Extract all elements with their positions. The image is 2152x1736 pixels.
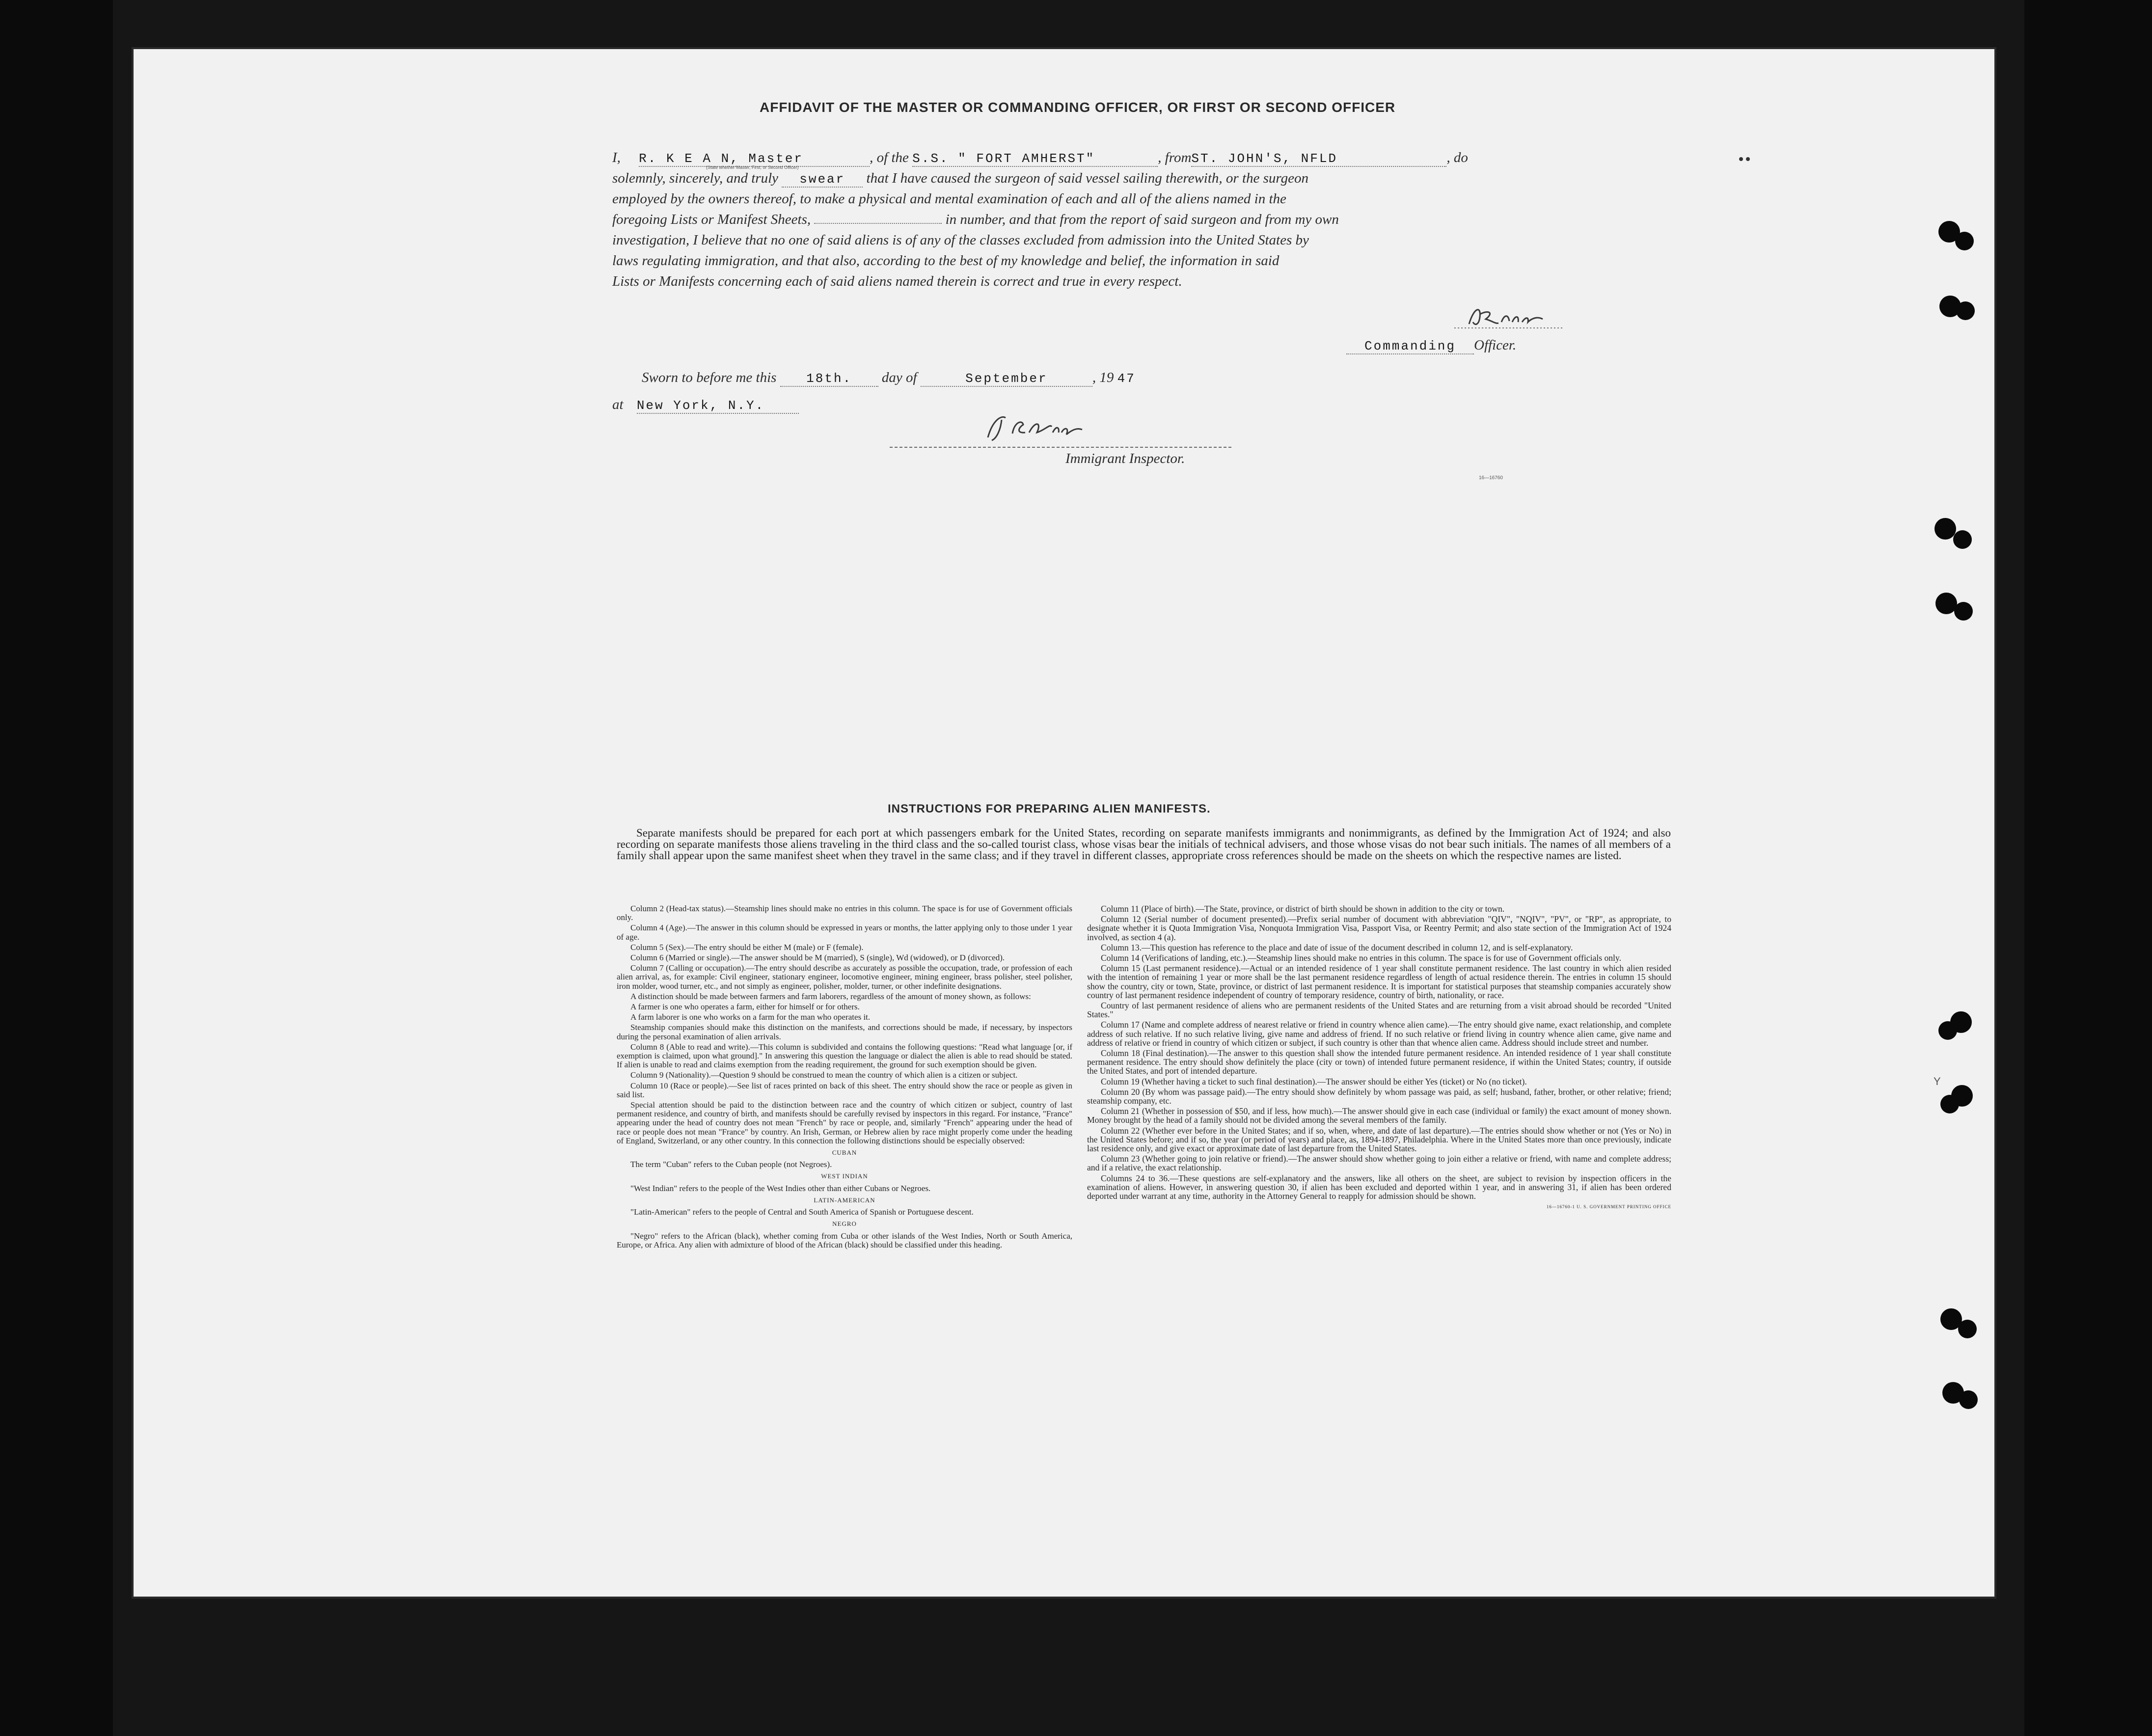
left-paragraph: Column 2 (Head-tax status).—Steamship lines should make no entries in this column. The space is for use of Government officials only. — [617, 904, 1072, 922]
instructions-left-column — [617, 904, 1072, 1251]
left-frame-shadow — [0, 0, 113, 1736]
departure-port-field: ST. JOHN'S, NFLD — [1191, 151, 1446, 167]
inspector-signature-drawing — [890, 410, 1238, 449]
vessel-name-field: S.S. " FORT AMHERST" — [912, 151, 1158, 167]
definition-heading: WEST INDIAN — [821, 1172, 868, 1180]
inspector-signature — [890, 410, 1238, 449]
definition-text: "Negro" refers to the African (black), whether coming from Cuba or other islands of the West Indies, North or South America, Europe, or Africa. Any alien with admixture of blood of the African (black) should be classified under this heading. — [617, 1231, 1072, 1249]
affidavit-line-4 — [612, 212, 1339, 228]
from-text: , from — [1158, 150, 1192, 165]
footer-code: 16—16760-1 U. S. GOVERNMENT PRINTING OFFICE — [1546, 1204, 1671, 1210]
instructions-title: INSTRUCTIONS FOR PREPARING ALIEN MANIFESTS. — [888, 802, 1211, 815]
left-paragraph: Column 7 (Calling or occupation).—The entry should describe as accurately as possible the occupation, trade, or profession of each alien arrival, as, for example: Civil engineer, stationary engineer, locomotive engineer, mining engineer, brass polisher, steel polisher, iron molder, wood turner, etc., and not simply as engineer, polisher, molder, turner, or other indefinite designations. — [617, 963, 1072, 991]
affidavit-line-6: laws regulating immigration, and that also, according to the best of my knowledge and belief, the information in said — [612, 253, 1280, 269]
definition-text: The term "Cuban" refers to the Cuban people (not Negroes). — [630, 1160, 832, 1169]
punch-hole-icon — [1959, 1390, 1978, 1409]
master-signature-drawing — [1307, 302, 1567, 332]
affidavit-line-3: employed by the owners thereof, to make a physical and mental examination of each and all of the aliens named in the — [612, 191, 1286, 207]
affidavit-line-4-pre: foregoing Lists or Manifest Sheets, — [612, 212, 811, 227]
affidavit-line-2-pre: solemnly, sincerely, and truly — [612, 170, 779, 186]
affidavit-pre: I, — [612, 150, 621, 165]
sworn-place-field: New York, N.Y. — [637, 398, 799, 414]
affidavit-line-5: investigation, I believe that no one of said aliens is of any of the classes excluded from admission into the United States by — [612, 232, 1309, 248]
left-paragraph: Column 8 (Able to read and write).—This column is subdivided and contains the following questions: "Read what language [or, if exemption is claimed, upon what ground]." In answering this question the language or dialect the alien is able to read should be stated. If alien is unable to read and claims exemption from the reading requirement, the ground for such exemption should be given. — [617, 1042, 1072, 1070]
officer-name-field: R. K E A N, Master — [639, 151, 870, 167]
definition-heading: LATIN-AMERICAN — [814, 1196, 875, 1204]
sworn-line — [642, 370, 1136, 387]
right-paragraph: Column 19 (Whether having a ticket to such final destination).—The answer should be either Yes (ticket) or No (no ticket). — [1101, 1076, 1527, 1086]
affidavit-title: AFFIDAVIT OF THE MASTER OR COMMANDING OFFICER, OR FIRST OR SECOND OFFICER — [760, 100, 1396, 115]
right-paragraph: Columns 24 to 36.—These questions are self-explanatory and the answers, like all others on the sheet, are subject to revision by inspection officers in the examination of aliens. However, in answering question 30, if alien has been excluded and deported within 1 year, and in answering 31, if alien has been ordered deported under warrant at any time, authority in the Attorney General to reapply for admission should be shown. — [1087, 1173, 1671, 1201]
left-paragraph: A farm laborer is one who works on a farm for the man who operates it. — [630, 1012, 871, 1022]
punch-hole-icon — [1938, 1021, 1957, 1040]
right-paragraph: Column 18 (Final destination).—The answer to this question shall show the intended future permanent residence. An intended residence of 1 year shall constitute permanent residence. The entry should show definitely the place (city or town) of intended future permanent residence, if within the United States; country, if outside the United States, and port of intended departure. — [1087, 1048, 1671, 1076]
inspector-label: Immigrant Inspector. — [1065, 451, 1185, 466]
officer-label: Officer. — [1474, 337, 1517, 353]
affidavit-line-7: Lists or Manifests concerning each of said aliens named therein is correct and true in every respect. — [612, 273, 1182, 289]
punch-hole-icon — [1954, 602, 1973, 621]
sworn-pre: Sworn to before me this — [642, 370, 777, 385]
do-text: , do — [1446, 150, 1468, 165]
margin-mark: Y — [1934, 1075, 1941, 1087]
left-paragraph: Column 4 (Age).—The answer in this column should be expressed in years or months, the latter applying only to those under 1 year of age. — [617, 923, 1072, 942]
sworn-place-line — [612, 397, 799, 414]
of-the-text: , of the — [870, 150, 909, 165]
document-page — [134, 49, 1994, 1597]
day-of-text: day of — [881, 370, 917, 385]
left-paragraph: A farmer is one who operates a farm, either for himself or for others. — [630, 1002, 860, 1012]
left-paragraph: Special attention should be paid to the distinction between race and the country of which citizen or subject, country of last permanent residence, and country of birth, and manifests should be carefully revised by inspectors in this regard. For instance, "France" appearing under the head of country does not mean "French" by race or people, and, similarly "French" appearing under the head of race or people does not mean "France" by country. An Irish, German, or Hebrew alien by race might properly come under the heading of England, Switzerland, or any other country. In this connection the following distinctions should be especially observed: — [617, 1100, 1072, 1145]
punch-hole-icon — [1953, 530, 1972, 549]
sworn-day-field: 18th. — [780, 371, 878, 387]
right-paragraph: Column 11 (Place of birth).—The State, province, or district of birth should be shown in addition to the city or town. — [1101, 904, 1505, 914]
alien-count-field — [814, 223, 942, 224]
affidavit-line-2-post: that I have caused the surgeon of said vessel sailing therewith, or the surgeon — [866, 170, 1309, 186]
right-paragraph: Column 12 (Serial number of document presented).—Prefix serial number of document with abbreviation "QIV", "NQIV", "PV", or "RP", as appropriate, to designate whether it is Quota Immigration Visa, Nonquota Immigration Visa, Passport Visa, or Reentry Permit; and also state section of the Immigration Act of 1924 involved, as section 4 (a). — [1087, 914, 1671, 942]
ink-dot — [1739, 157, 1743, 161]
affidavit-line-2 — [612, 170, 1308, 188]
officer-rank-field: Commanding — [1346, 339, 1474, 354]
definition-text: "Latin-American" refers to the people of Central and South America of Spanish or Portuguese descent. — [630, 1207, 974, 1217]
form-code-top: 16—16760 — [1479, 475, 1503, 481]
punch-hole-icon — [1940, 1095, 1959, 1113]
right-paragraph: Column 13.—This question has reference to the place and date of issue of the document described in column 12, and is self-explanatory. — [1101, 942, 1573, 952]
definition-heading: CUBAN — [832, 1149, 857, 1157]
officer-title-line — [1346, 337, 1516, 354]
punch-hole-icon — [1958, 1320, 1977, 1338]
affidavit-line-4-post: in number, and that from the report of said surgeon and from my own — [945, 212, 1339, 227]
right-paragraph: Column 20 (By whom was passage paid).—The entry should show definitely by whom passage was paid, as self; husband, father, brother, or other relative; friend; steamship company, etc. — [1087, 1086, 1671, 1106]
punch-hole-icon — [1934, 518, 1956, 540]
right-paragraph: Country of last permanent residence of aliens who are permanent residents of the United States and are returning from a visit abroad should be recorded "United States." — [1087, 1001, 1671, 1020]
master-signature — [1307, 302, 1567, 332]
at-text: at — [612, 397, 624, 412]
sworn-month-field: September — [921, 371, 1092, 387]
punch-hole-icon — [1955, 232, 1974, 250]
affidavit-line-1 — [612, 150, 1468, 167]
left-paragraph: Column 5 (Sex).—The entry should be either M (male) or F (female). — [630, 942, 864, 952]
right-paragraph: Column 14 (Verifications of landing, etc.).—Steamship lines should make no entries in this column. The space is for use of Government officials only. — [1101, 953, 1621, 963]
ink-dot — [1746, 157, 1750, 161]
left-paragraph: Steamship companies should make this distinction on the manifests, and corrections should be made, if necessary, by inspectors during the personal examination of alien arrivals. — [617, 1023, 1072, 1041]
sworn-year-field: 47 — [1117, 371, 1136, 386]
right-paragraph: Column 23 (Whether going to join relative or friend).—The answer should show whether going to join either a relative or friend, with name and complete address; and if a relative, the exact relationship. — [1087, 1154, 1671, 1173]
definition-text: "West Indian" refers to the people of the West Indies other than either Cubans or Negroes. — [630, 1183, 931, 1193]
right-paragraph: Column 17 (Name and complete address of nearest relative or friend in country whence alien came).—The entry should give name, exact relationship, and complete address of such relative. If no such relative living, give name and address of friend. If no such relative or friend living in country whence alien came, give name and address of relative or friend in country of which citizen or subject, if such country is other than that whence alien came. Address should include street and number. — [1087, 1020, 1671, 1048]
instructions-intro: Separate manifests should be prepared for each port at which passengers embark for the United States, recording on separate manifests immigrants and nonimmigrants, as defined by the Immigration Act of 1924; and also recording on separate manifests those aliens traveling in the third class and the so-called tourist class, whose visas bear the initials of technical advisers, and those whose visas do not bear such initials. The names of all members of a family shall appear upon the same manifest sheet when they travel in the same class; and if they travel in different classes, appropriate cross references should be made on the sheets on which the respective names are listed. — [617, 827, 1671, 862]
officer-rank-note: (State whether Master, First, or Second Officer) — [706, 165, 799, 170]
left-paragraph: Column 10 (Race or people).—See list of races printed on back of this sheet. The entry should show the race or people as given in said list. — [617, 1081, 1072, 1099]
left-paragraph: Column 6 (Married or single).—The answer should be M (married), S (single), Wd (widowed), or D (divorced). — [630, 953, 1005, 963]
definition-heading: NEGRO — [832, 1220, 857, 1228]
left-paragraph: Column 9 (Nationality).—Question 9 should be construed to mean the country of which alien is a citizen or subject. — [630, 1070, 1018, 1080]
right-paragraph: Column 15 (Last permanent residence).—Actual or an intended residence of 1 year shall constitute permanent residence. The last country in which alien resided with the intention of remaining 1 year or more shall be the last permanent residence regardless of length of actual residence therein. The entries in column 15 should show the country, city or town, State, province, or district of last permanent residence. It is important for statistical purposes that steamship companies accurately show country of last permanent residence independent of country of temporary residence, country of birth, nationality, or race. — [1087, 963, 1671, 1000]
year-prefix: , 19 — [1092, 370, 1114, 385]
left-paragraph: A distinction should be made between farmers and farm laborers, regardless of the amount of money shown, as follows: — [630, 991, 1031, 1001]
right-frame-shadow — [2024, 0, 2152, 1736]
oath-type-field: swear — [782, 172, 863, 188]
punch-hole-icon — [1956, 301, 1975, 320]
right-paragraph: Column 21 (Whether in possession of $50, and if less, how much).—The answer should give in each case (individual or family) the exact amount of money shown. Money brought by the head of a family should not be divided among the several members of the family. — [1087, 1106, 1671, 1125]
right-paragraph: Column 22 (Whether ever before in the United States; and if so, when, where, and date of last departure).—The entries should show whether or not (Yes or No) in the United States before; and if so, the year (or period of years) and place, as, 1894-1897, Philadelphia. Where in the United States more than once previously, indicate last residence only, and give exact or approximate date of last departure from the United States. — [1087, 1125, 1671, 1154]
instructions-right-column — [1087, 904, 1671, 1213]
